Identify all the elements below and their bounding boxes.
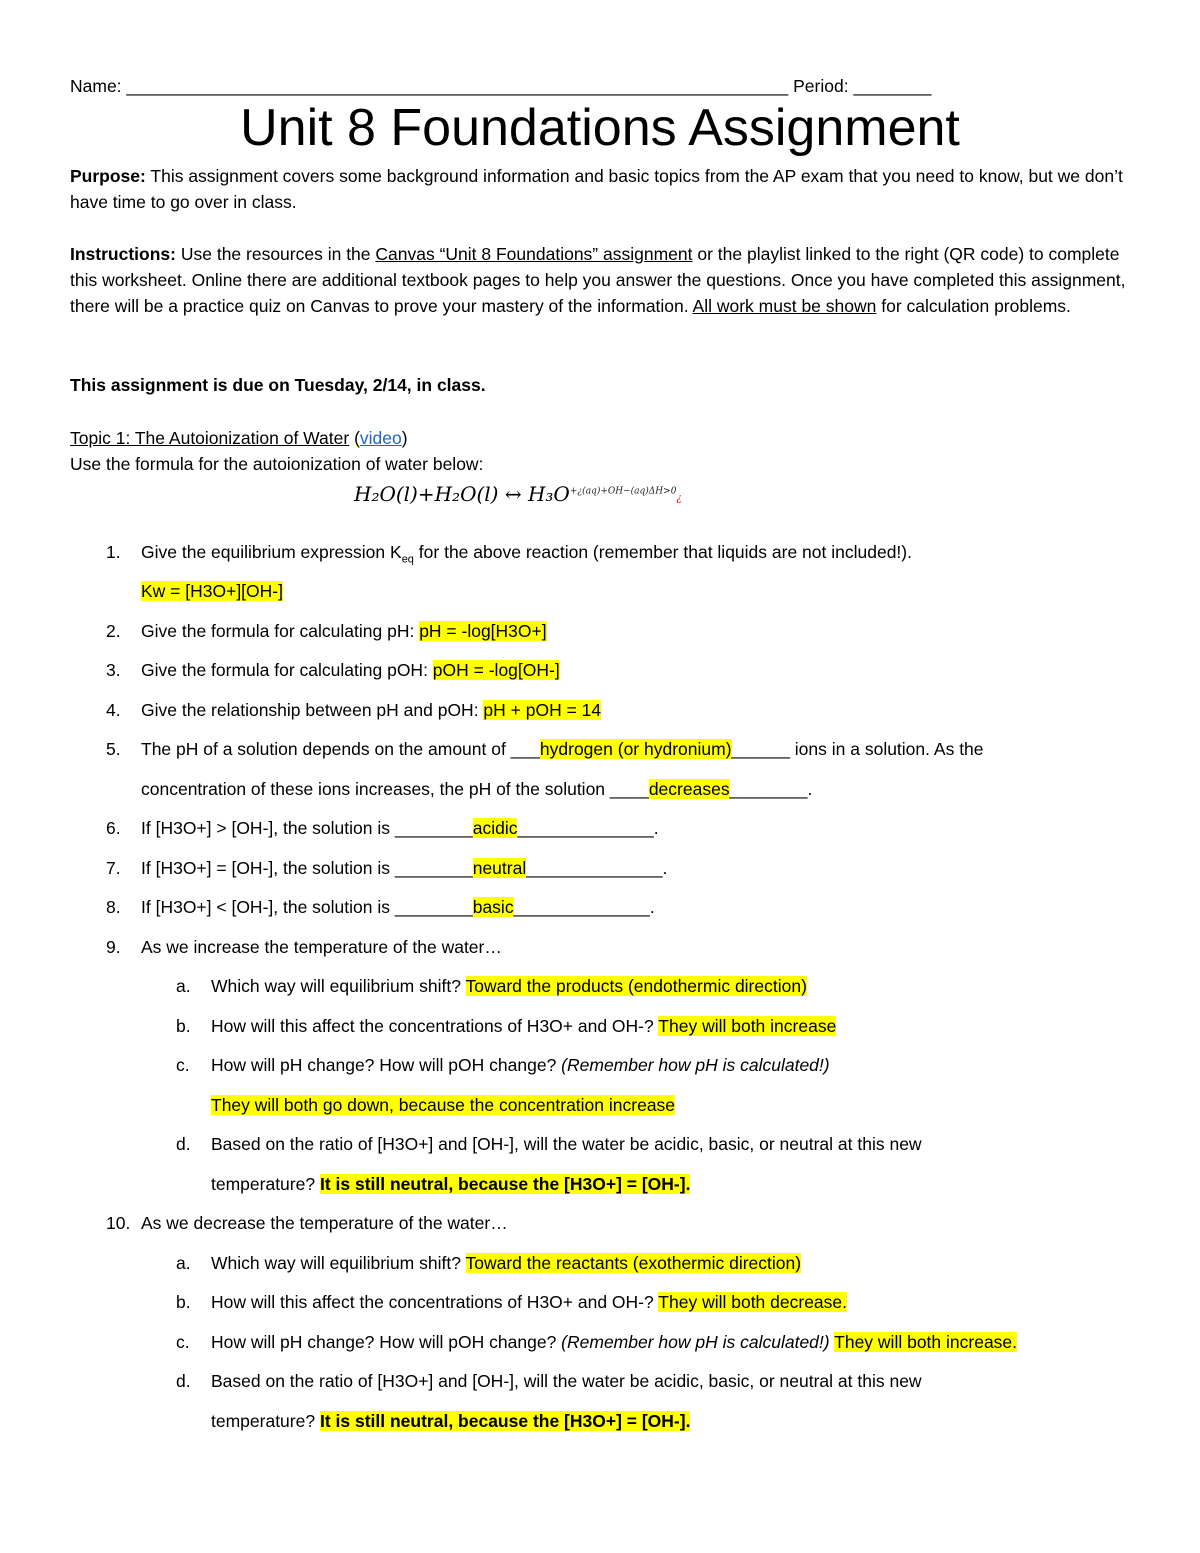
question-blank: ______________.	[517, 818, 659, 838]
name-line	[70, 76, 931, 97]
page-title: Unit 8 Foundations Assignment	[240, 99, 960, 157]
question-text: How will this affect the concentrations of H3O+ and OH-?	[211, 1016, 659, 1036]
name-blank: ____________________________________________________________________	[126, 76, 789, 96]
topic-open-paren: (	[349, 428, 360, 448]
question-10b	[211, 1292, 847, 1313]
question-text: If [H3O+] < [OH-], the solution is ________	[141, 897, 473, 917]
question-number: 7.	[106, 858, 121, 878]
question-4	[141, 700, 601, 721]
question-9d-line-2	[211, 1174, 690, 1195]
sub-item-letter: d.	[176, 1134, 191, 1154]
question-text-2: ______ ions in a solution. As the	[731, 739, 984, 759]
question-1	[141, 542, 912, 566]
question-italic-note: (Remember how pH is calculated!)	[561, 1055, 830, 1075]
question-5-line-2	[141, 779, 812, 800]
period-blank: ________	[853, 76, 932, 96]
question-10c	[211, 1332, 1017, 1353]
question-text: Give the formula for calculating pH:	[141, 621, 420, 641]
question-text: concentration of these ions increases, the pH of the solution ____	[141, 779, 649, 799]
question-5	[141, 739, 984, 760]
question-number: 5.	[106, 739, 121, 759]
answer-highlight: It is still neutral, because the [H3O+] = [OH-].	[319, 1174, 691, 1194]
question-text: temperature?	[211, 1174, 320, 1194]
question-10d: Based on the ratio of [H3O+] and [OH-], will the water be acidic, basic, or neutral at this new	[211, 1371, 922, 1391]
question-text: Give the formula for calculating pOH:	[141, 660, 433, 680]
equation-tail: ¿	[676, 493, 682, 504]
sub-item-letter: c.	[176, 1055, 190, 1075]
question-text: Which way will equilibrium shift?	[211, 1253, 466, 1273]
answer-highlight: neutral	[472, 858, 527, 878]
answer-highlight: acidic	[472, 818, 518, 838]
question-number: 6.	[106, 818, 121, 838]
answer-highlight: decreases	[648, 779, 730, 799]
question-6	[141, 818, 659, 839]
question-7	[141, 858, 667, 879]
answer-highlight: Toward the products (endothermic direction)	[465, 976, 807, 996]
question-number: 8.	[106, 897, 121, 917]
purpose-paragraph	[70, 163, 1130, 215]
question-text: Give the equilibrium expression K	[141, 542, 402, 562]
question-blank: ______________.	[513, 897, 655, 917]
question-text-2: for the above reaction (remember that liquids are not included!).	[413, 542, 912, 562]
canvas-assignment-link[interactable]: Canvas “Unit 8 Foundations” assignment	[375, 244, 693, 264]
answer-highlight: pOH = -log[OH-]	[432, 660, 560, 680]
answer-highlight: It is still neutral, because the [H3O+] = [OH-].	[319, 1411, 691, 1431]
answer-9c	[211, 1095, 675, 1116]
question-number: 4.	[106, 700, 121, 720]
instructions-text-2: or the playlist linked to the right (QR code) to complete this worksheet. Online there are additional textbook pages to help you answer the questions. Once you have completed this assignment, there will be a practice quiz on Canvas to prove your mastery of the information.	[70, 244, 1126, 316]
equation-main: H₂O(l)+H₂O(l) ↔ H₃O	[354, 482, 570, 506]
question-9: As we increase the temperature of the water…	[141, 937, 502, 957]
topic-title: Topic 1: The Autoionization of Water	[70, 428, 350, 448]
question-text: How will pH change? How will pOH change?	[211, 1332, 562, 1352]
question-10: As we decrease the temperature of the water…	[141, 1213, 508, 1233]
topic-heading	[70, 428, 408, 449]
instructions-label: Instructions:	[70, 244, 176, 264]
question-number: 1.	[106, 542, 121, 562]
question-10a	[211, 1253, 801, 1274]
question-8	[141, 897, 655, 918]
all-work-shown: All work must be shown	[692, 296, 877, 316]
answer-highlight: pH + pOH = 14	[483, 700, 602, 720]
sub-item-letter: b.	[176, 1016, 191, 1036]
question-9d: Based on the ratio of [H3O+] and [OH-], will the water be acidic, basic, or neutral at this new	[211, 1134, 922, 1154]
sub-item-letter: b.	[176, 1292, 191, 1312]
sub-item-letter: a.	[176, 976, 191, 996]
question-text: Give the relationship between pH and pOH:	[141, 700, 484, 720]
question-number: 9.	[106, 937, 121, 957]
question-text-end: ________.	[729, 779, 813, 799]
topic-intro: Use the formula for the autoionization of water below:	[70, 454, 484, 474]
question-blank: ______________.	[526, 858, 668, 878]
answer-highlight: pH = -log[H3O+]	[419, 621, 547, 641]
answer-1	[141, 581, 283, 602]
equation-sup-2: −(aq)ΔH>0	[623, 486, 677, 497]
question-3	[141, 660, 560, 681]
answer-highlight: They will both decrease.	[658, 1292, 848, 1312]
answer-highlight: Kw = [H3O+][OH-]	[141, 581, 283, 601]
question-2	[141, 621, 547, 642]
answer-highlight: They will both increase	[658, 1016, 837, 1036]
instructions-text-1: Use the resources in the	[175, 244, 376, 264]
purpose-label: Purpose:	[70, 166, 146, 186]
due-date: This assignment is due on Tuesday, 2/14, in class.	[70, 375, 486, 395]
answer-highlight: They will both go down, because the concentration increase	[211, 1095, 676, 1115]
question-number: 2.	[106, 621, 121, 641]
answer-highlight: basic	[472, 897, 514, 917]
question-text: How will this affect the concentrations of H3O+ and OH-?	[211, 1292, 659, 1312]
name-label: Name:	[70, 76, 122, 96]
period-label: Period:	[793, 76, 849, 96]
sub-item-letter: d.	[176, 1371, 191, 1391]
question-9b	[211, 1016, 836, 1037]
video-link[interactable]: video	[359, 428, 402, 448]
instructions-paragraph	[70, 241, 1130, 319]
answer-highlight: They will both increase.	[834, 1332, 1018, 1352]
question-text: If [H3O+] = [OH-], the solution is ________	[141, 858, 473, 878]
question-number: 3.	[106, 660, 121, 680]
instructions-text-3: for calculation problems.	[876, 296, 1071, 316]
question-10d-line-2	[211, 1411, 690, 1432]
answer-highlight: hydrogen (or hydronium)	[539, 739, 732, 759]
question-subscript: eq	[401, 553, 414, 566]
topic-close-paren: )	[401, 428, 408, 448]
question-text: temperature?	[211, 1411, 320, 1431]
question-text: If [H3O+] > [OH-], the solution is ________	[141, 818, 473, 838]
question-number: 10.	[106, 1213, 131, 1233]
question-text: How will pH change? How will pOH change?	[211, 1055, 562, 1075]
question-9c	[211, 1055, 830, 1076]
question-italic-note: (Remember how pH is calculated!)	[561, 1332, 830, 1352]
question-text: Which way will equilibrium shift?	[211, 976, 466, 996]
sub-item-letter: a.	[176, 1253, 191, 1273]
answer-highlight: Toward the reactants (exothermic direction)	[465, 1253, 802, 1273]
question-text: The pH of a solution depends on the amount of ___	[141, 739, 540, 759]
sub-item-letter: c.	[176, 1332, 190, 1352]
question-9a	[211, 976, 807, 997]
purpose-text: This assignment covers some background information and basic topics from the AP exam that you need to know, but we don’t have time to go over in class.	[70, 166, 1123, 212]
autoionization-equation	[354, 482, 682, 506]
equation-sup: +¿(aq)+OH	[569, 486, 624, 497]
